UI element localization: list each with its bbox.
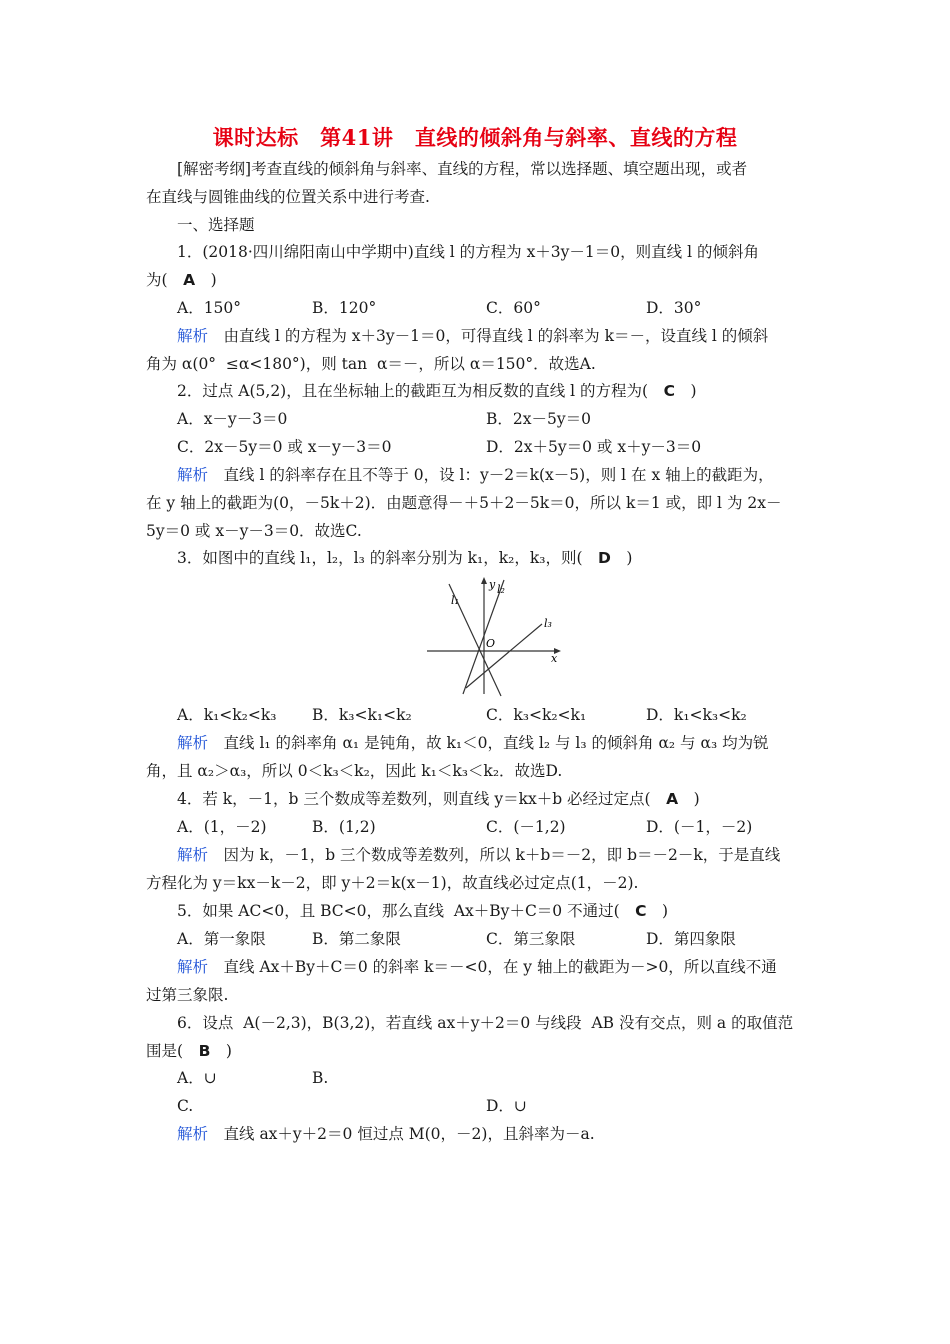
q6-analysis-line-1: 解析 直线 ax＋y＋2＝0 恒过点 M(0，－2)，且斜率为－a. bbox=[177, 1125, 595, 1143]
y-axis-arrow bbox=[481, 577, 487, 584]
q2-option-b: B．2x－5y＝0 bbox=[486, 410, 591, 428]
q6-option-d: D．∪ bbox=[486, 1097, 527, 1115]
q6-answer: B bbox=[198, 1042, 211, 1060]
q1-answer: A bbox=[183, 271, 196, 289]
q3-option-d: D．k₁<k₃<k₂ bbox=[646, 706, 747, 724]
analysis-label: 解析 bbox=[177, 734, 209, 752]
q2-analysis-line-1: 解析 直线 l 的斜率存在且不等于 0，设 l：y－2＝k(x－5)，则 l 在 x 轴上的截距为， bbox=[177, 466, 774, 484]
q3-answer: D bbox=[598, 549, 611, 567]
q3-option-b: B．k₃<k₁<k₂ bbox=[312, 706, 412, 724]
analysis-label: 解析 bbox=[177, 958, 209, 976]
analysis-label: 解析 bbox=[177, 1125, 209, 1143]
q1-stem-line-2: 为( A ) bbox=[146, 271, 217, 289]
q1-analysis-line-1: 解析 由直线 l 的方程为 x＋3y－1＝0，可得直线 l 的斜率为 k＝－，设直线 l 的倾斜 bbox=[177, 327, 769, 345]
label-origin: O bbox=[486, 637, 496, 650]
line-l3 bbox=[466, 624, 542, 688]
q6-option-b: B. bbox=[312, 1069, 329, 1087]
q4-stem: 4．若 k，－1，b 三个数成等差数列，则直线 y＝kx＋b 必经过定点( A ) bbox=[177, 790, 700, 808]
section-heading: 一、选择题 bbox=[177, 216, 255, 234]
q4-option-d: D．(－1，－2) bbox=[646, 818, 753, 836]
q6-stem-line-2: 围是( B ) bbox=[146, 1042, 232, 1060]
q1-option-d: D．30° bbox=[646, 299, 702, 317]
q5-stem: 5．如果 AC<0，且 BC<0，那么直线 Ax＋By＋C＝0 不通过( C ) bbox=[177, 902, 669, 920]
q1-option-a: A．150° bbox=[177, 299, 242, 317]
q4-option-c: C．(－1,2) bbox=[486, 818, 566, 836]
q5-option-a: A．第一象限 bbox=[177, 930, 266, 948]
label-l2: l₂ bbox=[497, 583, 505, 596]
q4-answer: A bbox=[666, 790, 679, 808]
intro-line-2: 在直线与圆锥曲线的位置关系中进行考查. bbox=[146, 188, 430, 206]
label-y: y bbox=[489, 578, 496, 591]
q2-option-a: A．x－y－3＝0 bbox=[177, 410, 288, 428]
q6-option-c: C. bbox=[177, 1097, 194, 1115]
q5-answer: C bbox=[635, 902, 647, 920]
q6-stem-line-1: 6．设点 A(－2,3)，B(3,2)，若直线 ax＋y＋2＝0 与线段 AB 没有交点，则 a 的取值范 bbox=[177, 1014, 794, 1032]
q5-option-c: C．第三象限 bbox=[486, 930, 576, 948]
q2-option-d: D．2x＋5y＝0 或 x＋y－3＝0 bbox=[486, 438, 702, 456]
q3-analysis-line-2: 角，且 α₂＞α₃，所以 0＜k₃＜k₂，因此 k₁＜k₃＜k₂．故选D. bbox=[146, 762, 563, 780]
q4-option-b: B．(1,2) bbox=[312, 818, 376, 836]
q1-option-b: B．120° bbox=[312, 299, 377, 317]
label-l3: l₃ bbox=[544, 617, 552, 630]
q2-stem: 2．过点 A(5,2)，且在坐标轴上的截距互为相反数的直线 l 的方程为( C ) bbox=[177, 382, 697, 400]
q5-option-d: D．第四象限 bbox=[646, 930, 736, 948]
label-l1: l₁ bbox=[451, 594, 459, 607]
q4-option-a: A．(1，－2) bbox=[177, 818, 267, 836]
page-title: 课时达标 第41讲 直线的倾斜角与斜率、直线的方程 bbox=[212, 125, 738, 150]
q5-analysis-line-1: 解析 直线 Ax＋By＋C＝0 的斜率 k＝－<0，在 y 轴上的截距为－>0，所以直线不通 bbox=[177, 958, 777, 976]
q3-option-c: C．k₃<k₂<k₁ bbox=[486, 706, 587, 724]
q4-analysis-line-2: 方程化为 y＝kx－k－2，即 y＋2＝k(x－1)，故直线必过定点(1，－2). bbox=[146, 874, 639, 892]
q1-analysis-line-2: 角为 α(0° ≤α<180°)，则 tan α＝－，所以 α＝150°．故选A. bbox=[146, 355, 596, 373]
q3-stem: 3．如图中的直线 l₁，l₂，l₃ 的斜率分别为 k₁，k₂，k₃，则( D ) bbox=[177, 549, 633, 567]
q1-stem-line-1: 1．(2018·四川绵阳南山中学期中)直线 l 的方程为 x＋3y－1＝0，则直线 l 的倾斜角 bbox=[177, 243, 759, 261]
q5-option-b: B．第二象限 bbox=[312, 930, 401, 948]
label-x: x bbox=[551, 652, 558, 665]
q2-option-c: C．2x－5y＝0 或 x－y－3＝0 bbox=[177, 438, 392, 456]
q2-answer: C bbox=[663, 382, 675, 400]
q2-analysis-line-3: 5y＝0 或 x－y－3＝0．故选C. bbox=[146, 522, 362, 540]
q3-analysis-line-1: 解析 直线 l₁ 的斜率角 α₁ 是钝角，故 k₁＜0，直线 l₂ 与 l₃ 的倾斜角 α₂ 与 α₃ 均为锐 bbox=[177, 734, 769, 752]
q6-option-a: A．∪ bbox=[177, 1069, 217, 1087]
analysis-label: 解析 bbox=[177, 846, 209, 864]
q2-analysis-line-2: 在 y 轴上的截距为(0，－5k＋2)．由题意得－＋5＋2－5k＝0，所以 k＝1 或，即 l 为 2x－ bbox=[146, 494, 782, 512]
q3-option-a: A．k₁<k₂<k₃ bbox=[177, 706, 277, 724]
lines-figure bbox=[425, 576, 565, 698]
intro-line-1: [解密考纲]考查直线的倾斜角与斜率、直线的方程，常以选择题、填空题出现，或者 bbox=[177, 160, 748, 178]
q1-option-c: C．60° bbox=[486, 299, 541, 317]
q4-analysis-line-1: 解析 因为 k，－1，b 三个数成等差数列，所以 k＋b＝－2，即 b＝－2－k，于是直线 bbox=[177, 846, 781, 864]
analysis-label: 解析 bbox=[177, 327, 209, 345]
analysis-label: 解析 bbox=[177, 466, 209, 484]
q5-analysis-line-2: 过第三象限. bbox=[146, 986, 229, 1004]
